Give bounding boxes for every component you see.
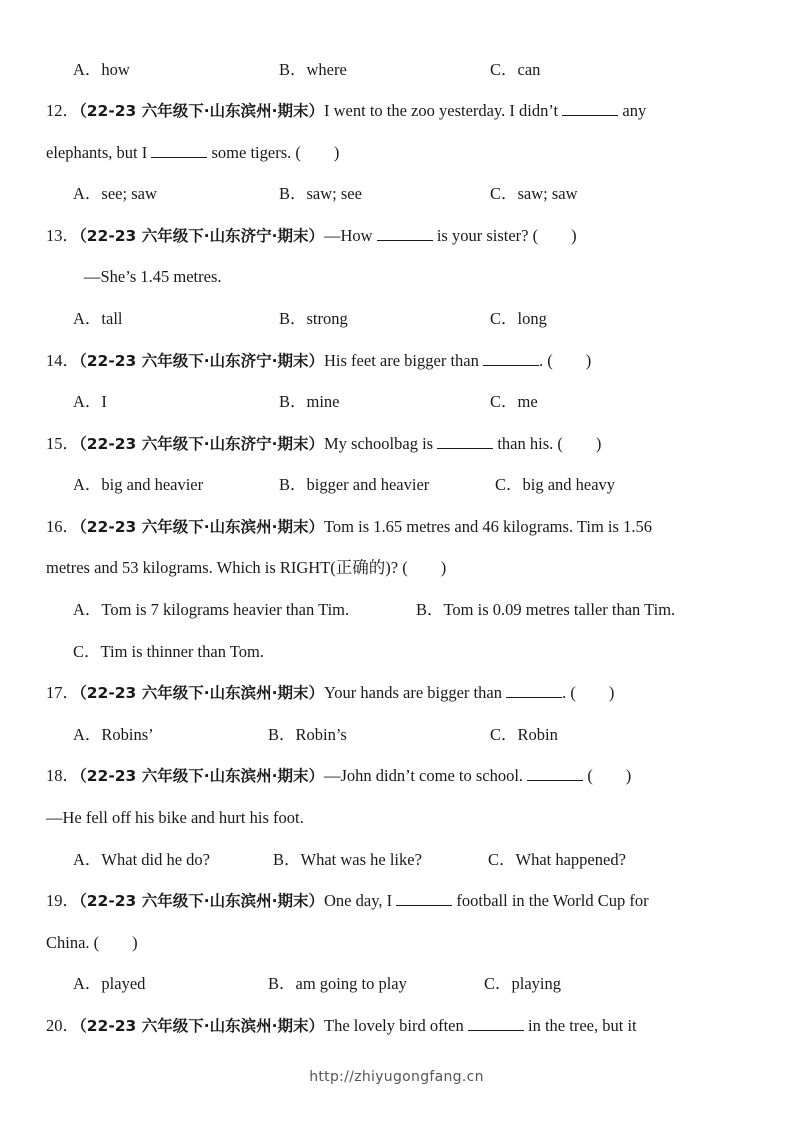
stem-text: My schoolbag is (324, 434, 438, 453)
question-number: 14． (46, 351, 79, 370)
stem-text: is your sister? ( ) (432, 226, 577, 245)
q18-option-a: A．What did he do? (73, 850, 211, 869)
answer-blank (437, 433, 493, 449)
q13-answer-line: —She’s 1.45 metres. (84, 267, 222, 286)
q16-stem (46, 516, 652, 538)
stem-text: . ( ) (538, 351, 592, 370)
question-number: 15． (46, 434, 79, 453)
q14-option-b: B．mine (279, 392, 340, 411)
q18-answer-line: —He fell off his bike and hurt his foot. (46, 808, 304, 827)
question-source: （22-23 六年级下·山东济宁·期末） (79, 352, 324, 370)
question-number: 12． (46, 101, 79, 120)
answer-blank (377, 225, 433, 241)
stem-text: . ( ) (562, 683, 615, 702)
footer-url: http://zhiyugongfang.cn (309, 1069, 484, 1085)
answer-blank (483, 350, 539, 366)
q18-option-c: C．What happened? (488, 850, 626, 869)
stem-text: —John didn’t come to school. (324, 766, 528, 785)
q13-option-b: B．strong (279, 309, 348, 328)
question-number: 18． (46, 766, 79, 785)
question-number: 16． (46, 517, 79, 536)
q19-option-b: B．am going to play (268, 974, 407, 993)
stem-text: —How (324, 226, 377, 245)
q13-stem (46, 225, 577, 247)
q14-stem (46, 350, 591, 372)
stem-text: than his. ( ) (493, 434, 602, 453)
q17-option-c: C．Robin (490, 725, 558, 744)
answer-blank (151, 142, 207, 158)
answer-blank (396, 890, 452, 906)
question-source: （22-23 六年级下·山东济宁·期末） (79, 227, 324, 245)
question-source: （22-23 六年级下·山东滨州·期末） (79, 892, 324, 910)
question-source: （22-23 六年级下·山东济宁·期末） (79, 435, 324, 453)
q18-stem (46, 765, 631, 787)
stem-text: Tom is 1.65 metres and 46 kilograms. Tim is 1.56 (324, 517, 652, 536)
question-source: （22-23 六年级下·山东滨州·期末） (79, 518, 324, 536)
q12-option-b: B．saw; see (279, 184, 362, 203)
question-source: （22-23 六年级下·山东滨州·期末） (79, 767, 324, 785)
question-source: （22-23 六年级下·山东滨州·期末） (79, 1017, 324, 1035)
stem-text: Your hands are bigger than (324, 683, 507, 702)
q15-option-a: A．big and heavier (73, 475, 204, 494)
q16-option-a: A．Tom is 7 kilograms heavier than Tim. (73, 600, 350, 619)
q14-option-c: C．me (490, 392, 538, 411)
q13-option-a: A．tall (73, 309, 123, 328)
q12-stem (46, 100, 646, 122)
q15-option-b: B．bigger and heavier (279, 475, 430, 494)
q19-option-c: C．playing (484, 974, 561, 993)
stem-text: in the tree, but it (523, 1016, 637, 1035)
stem-text: ( ) (583, 766, 632, 785)
q11-option-a: A．how (73, 60, 130, 79)
q11-option-b: B．where (279, 60, 347, 79)
stem-text: elephants, but I (46, 143, 152, 162)
q11-option-c: C．can (490, 60, 541, 79)
question-number: 20． (46, 1016, 79, 1035)
q17-option-a: A．Robins’ (73, 725, 154, 744)
q15-stem (46, 433, 601, 455)
question-source: （22-23 六年级下·山东滨州·期末） (79, 684, 324, 702)
q12-option-c: C．saw; saw (490, 184, 578, 203)
q16-option-b: B．Tom is 0.09 metres taller than Tim. (416, 600, 676, 619)
answer-blank (562, 100, 618, 116)
q17-option-b: B．Robin’s (268, 725, 347, 744)
answer-blank (527, 765, 583, 781)
q15-option-c: C．big and heavy (495, 475, 616, 494)
question-source: （22-23 六年级下·山东滨州·期末） (79, 102, 324, 120)
question-number: 17． (46, 683, 79, 702)
stem-text: football in the World Cup for (452, 891, 649, 910)
stem-text: The lovely bird often (324, 1016, 468, 1035)
q16-stem-line2: metres and 53 kilograms. Which is RIGHT(正确的)? ( ) (46, 558, 447, 577)
answer-blank (506, 682, 562, 698)
q20-stem (46, 1015, 637, 1037)
stem-text: His feet are bigger than (324, 351, 483, 370)
q12-option-a: A．see; saw (73, 184, 157, 203)
q19-stem (46, 890, 649, 912)
question-number: 19． (46, 891, 79, 910)
q13-option-c: C．long (490, 309, 547, 328)
q19-stem-line2: China. ( ) (46, 933, 138, 952)
q19-option-a: A．played (73, 974, 146, 993)
stem-text: some tigers. ( ) (207, 143, 340, 162)
q16-option-c: C．Tim is thinner than Tom. (73, 642, 264, 661)
q18-option-b: B．What was he like? (273, 850, 422, 869)
answer-blank (468, 1015, 524, 1031)
stem-text: any (618, 101, 647, 120)
question-number: 13． (46, 226, 79, 245)
stem-text: One day, I (324, 891, 397, 910)
q17-stem (46, 682, 614, 704)
q14-option-a: A．I (73, 392, 107, 411)
q12-stem-line2 (46, 142, 339, 164)
stem-text: I went to the zoo yesterday. I didn’t (324, 101, 563, 120)
